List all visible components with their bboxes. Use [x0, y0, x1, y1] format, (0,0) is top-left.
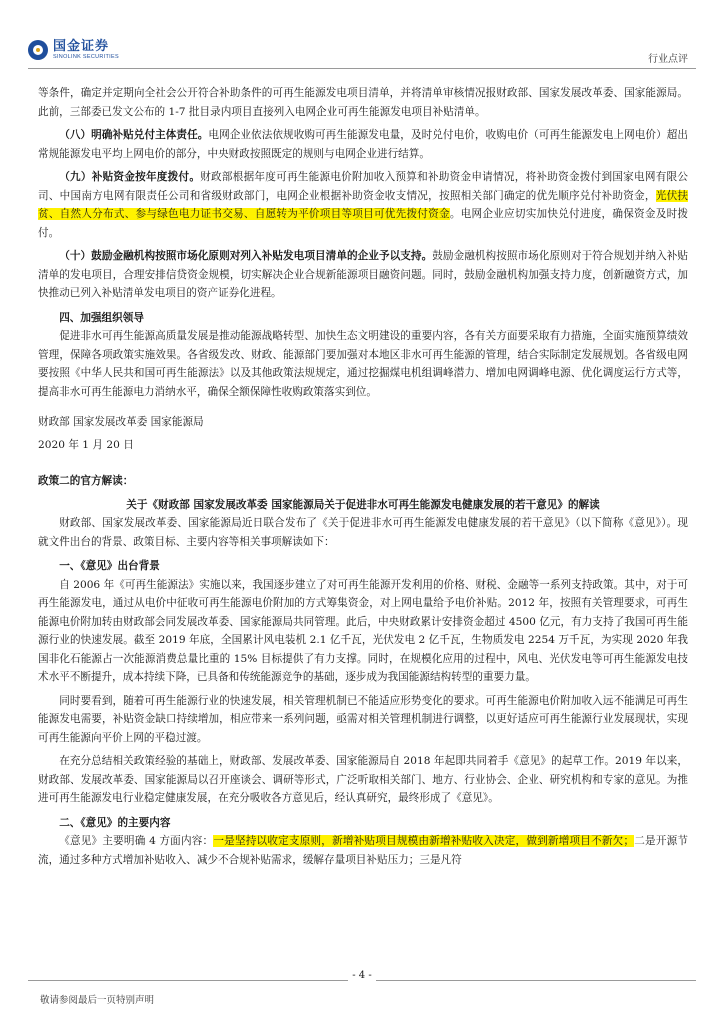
- signers: 财政部 国家发展改革委 国家能源局: [38, 416, 204, 428]
- clause-text: 。电网企业应切实加快兑付进度，确保资金及时拨付。: [38, 208, 689, 239]
- paragraph: [38, 168, 688, 242]
- paragraph: 在充分总结相关政策经验的基础上，财政部、发展改革委、国家能源局自 2018 年起即共同着手《意见》的起草工作。2019 年以来，财政部、发展改革委、国家能源局以召开座谈会、调研等形式，广泛听取相关部门、地方、行业协会、企业、研究机构和专家的意见。为推进可再生能源发电行业稳定健康发展，在充分吸收各方意见后，经认真研究，最终形成了《意见》。: [38, 755, 688, 804]
- header-divider: [28, 68, 696, 69]
- paragraph: 同时要看到，随着可再生能源行业的快速发展，相关管理机制已不能适应形势变化的要求。可再生能源电价附加收入远不能满足可再生能源发电需要，补贴资金缺口持续增加，相应带来一系列问题，亟需对相关管理机制进行调整，以更好适应可再生能源行业发展现状，实现可再生能源向平价上网的平稳过渡。: [38, 694, 688, 744]
- section-heading: 一、《意见》出台背景: [59, 560, 160, 572]
- clause-text: 鼓励金融机构按照市场化原则对于符合规划并纳入补贴清单的发电项目，合理安排信贷资金规模，切实解决企业合规新能源项目融资问题。同时，鼓励金融机构加强支持力度，创新融资方式，加快推动已列入补贴清单发电项目的资产证券化进程。: [38, 250, 688, 299]
- document-date: 2020 年 1 月 20 日: [38, 438, 134, 451]
- paragraph: 等条件，确定并定期向全社会公开符合补助条件的可再生能源发电项目清单，并将清单审核情况报财政部、国家发展改革委、国家能源局。此前，三部委已发文公布的 1-7 批目录内项目直接列入电网企业可再生能源发电项目补贴清单。: [38, 87, 688, 118]
- interpretation-title: 关于《财政部 国家发展改革委 国家能源局关于促进非水可再生能源发电健康发展的若干意见》的解读: [126, 498, 600, 511]
- section-label: 行业点评: [648, 54, 688, 65]
- disclaimer-note: 敬请参阅最后一页特别声明: [40, 995, 155, 1006]
- clause-text: 电网企业依法依规收购可再生能源发电量，及时兑付电价，收购电价（可再生能源发电上网电价）超出常规能源发电平均上网电价的部分，中央财政按照既定的规则与电网企业进行结算。: [38, 129, 689, 160]
- logo-cn-text: 国金证券: [53, 39, 110, 54]
- clause-heading: （八）明确补贴兑付主体责任。: [59, 129, 209, 141]
- clause-text: 二是开源节流，通过多种方式增加补贴收入、减少不合规补贴需求，缓解存量项目补贴压力；三是凡符: [38, 835, 689, 866]
- clause-heading: （九）补贴资金按年度拨付。: [59, 171, 201, 183]
- page-number: - 4 -: [348, 970, 375, 981]
- section-heading: 四、加强组织领导: [59, 311, 144, 324]
- sinolink-logo: [28, 40, 119, 61]
- highlighted-text: 一是坚持以收定支原则，新增补贴项目规模由新增补贴收入决定，做到新增项目不新欠；: [213, 835, 635, 847]
- interpretation-label: 政策二的官方解读：: [38, 475, 134, 487]
- clause-heading: （十）鼓励金融机构按照市场化原则对列入补贴发电项目清单的企业予以支持。: [59, 250, 433, 262]
- clause-text: 财政部根据年度可再生能源电价附加收入预算和补助资金申请情况，将补助资金拨付到国家电网有限公司、中国南方电网有限责任公司和省级财政部门，电网企业根据补助资金收支情况，按照相关部门确定的优先顺序兑付补助资金，: [38, 171, 688, 202]
- page-header: [0, 0, 724, 70]
- paragraph: 财政部、国家发展改革委、国家能源局近日联合发布了《关于促进非水可再生能源发电健康发展的若干意见》（以下简称《意见》）。现就文件出台的背景、政策目标、主要内容等相关事项解读如下：: [38, 517, 688, 548]
- logo-icon: [28, 40, 48, 60]
- section-heading: 二、《意见》的主要内容: [59, 816, 171, 829]
- paragraph: [38, 126, 688, 163]
- paragraph: [38, 832, 688, 869]
- highlighted-text: 光伏扶贫、自然人分布式、参与绿色电力证书交易、自愿转为平价项目等项目可优先拨付资金: [38, 189, 689, 220]
- logo-en-text: SINOLINK SECURITIES: [53, 54, 119, 60]
- document-body: [38, 84, 688, 869]
- clause-text: 《意见》主要明确 4 方面内容：: [59, 835, 214, 847]
- paragraph: [38, 247, 688, 303]
- paragraph: 促进非水可再生能源高质量发展是推动能源战略转型、加快生态文明建设的重要内容，各有关方面要采取有力措施，全面实施预算绩效管理，保障各项政策实施效果。各省级发改、财政、能源部门要加强对本地区非水可再生能源的管理，结合实际制定发展规划。各省级电网要按照《中华人民共和国可再生能源法》以及其他政策法规规定，通过挖掘煤电机组调峰潜力、增加电网调峰电源、优化调度运行方式等，提高非水可再生能源电力消纳水平，确保全额保障性收购政策落实到位。: [38, 330, 688, 398]
- paragraph: 自 2006 年《可再生能源法》实施以来，我国逐步建立了对可再生能源开发利用的价格、财税、金融等一系列支持政策。其中，对于可再生能源发电，通过从电价中征收可再生能源电价附加的方式筹集资金，对上网电量给予电价补贴。2012 年，按照有关管理要求，可再生能源电价附加转由财政部会同发展改革委、国家能源局共同管理。此后，中央财政累计安排资金超过 4500 亿元，有力支持了我国可再生能源行业的快速发展。截至 2019 年底，全国累计风电装机 2.1 亿千瓦，光伏发电 2 亿千瓦，生物质发电 2254 万千瓦，为实现 2020 年我国非化石能源占一次能源消费总量比重的 15% 目标提供了有力支撑。同时，在规模化应用的过程中，风电、光伏发电等可再生能源发电技术水平不断提升，成本持续下降，已具备和传统能源竞争的基础，逐步成为我国能源结构转型的重要力量。: [38, 578, 688, 683]
